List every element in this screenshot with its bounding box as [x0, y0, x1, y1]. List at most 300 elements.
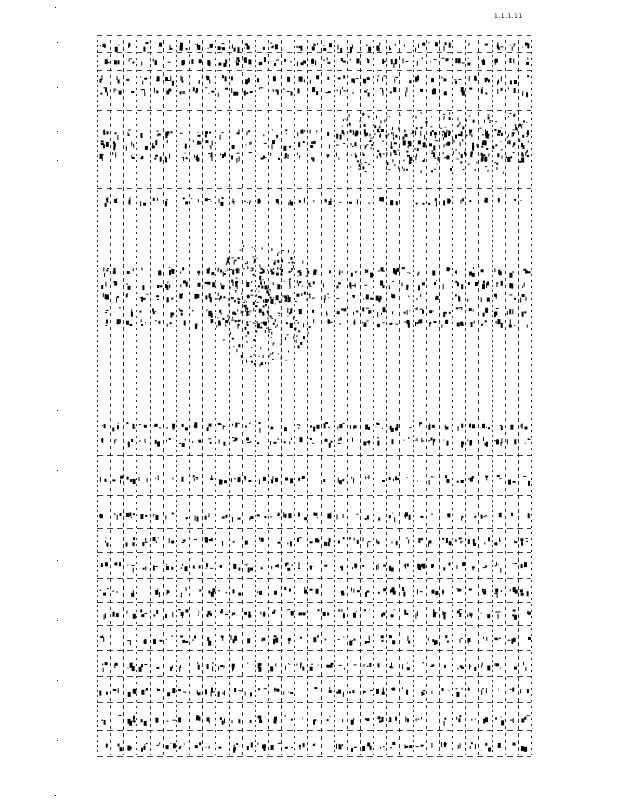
glyph-fragment [194, 294, 197, 299]
glyph-fragment [195, 516, 196, 521]
glyph-fragment [251, 290, 253, 292]
glyph-fragment [360, 120, 361, 122]
glyph-fragment [195, 477, 198, 478]
glyph-fragment [259, 278, 261, 280]
glyph-fragment [495, 589, 498, 593]
glyph-fragment [270, 153, 271, 156]
glyph-fragment [247, 202, 248, 203]
glyph-fragment [378, 716, 381, 719]
glyph-fragment [211, 538, 213, 541]
glyph-fragment [446, 479, 449, 483]
glyph-fragment [259, 537, 260, 540]
glyph-fragment [340, 437, 342, 440]
glyph-fragment [462, 87, 464, 88]
glyph-fragment [238, 47, 240, 52]
glyph-fragment [347, 154, 348, 156]
glyph-fragment [429, 423, 430, 426]
glyph-fragment [501, 46, 504, 47]
glyph-fragment [260, 297, 262, 299]
glyph-fragment [469, 76, 470, 81]
glyph-fragment [153, 566, 155, 571]
glyph-fragment [423, 203, 425, 205]
glyph-fragment [178, 717, 181, 722]
glyph-fragment [264, 688, 267, 689]
glyph-fragment [393, 137, 394, 140]
glyph-fragment [469, 441, 471, 446]
glyph-fragment [264, 57, 266, 62]
glyph-fragment [139, 424, 141, 425]
glyph-fragment [362, 113, 364, 116]
glyph-fragment [261, 538, 264, 542]
glyph-fragment [210, 442, 212, 444]
glyph-fragment [501, 323, 503, 328]
glyph-fragment [166, 745, 169, 749]
glyph-fragment [273, 639, 275, 644]
glyph-fragment [406, 285, 408, 290]
glyph-fragment [205, 134, 207, 137]
glyph-fragment [100, 45, 101, 46]
glyph-fragment [197, 517, 199, 522]
glyph-fragment [100, 514, 101, 518]
glyph-fragment [467, 638, 470, 642]
glyph-fragment [298, 283, 299, 286]
glyph-fragment [180, 76, 181, 81]
glyph-fragment [420, 294, 421, 297]
glyph-fragment [285, 478, 288, 481]
glyph-fragment [402, 587, 404, 591]
glyph-fragment [247, 663, 248, 664]
glyph-fragment [224, 665, 225, 668]
glyph-fragment [422, 43, 425, 46]
glyph-fragment [296, 664, 297, 666]
glyph-fragment [126, 543, 128, 547]
glyph-fragment [445, 127, 446, 128]
glyph-fragment [218, 298, 219, 299]
glyph-fragment [251, 361, 253, 363]
glyph-fragment [297, 280, 298, 283]
glyph-fragment [442, 590, 444, 593]
glyph-fragment [183, 157, 184, 161]
glyph-fragment [131, 593, 134, 597]
glyph-fragment [106, 325, 108, 326]
glyph-fragment [274, 610, 276, 612]
glyph-fragment [389, 116, 390, 117]
glyph-fragment [284, 587, 286, 590]
glyph-fragment [443, 440, 444, 441]
glyph-fragment [127, 293, 128, 297]
glyph-fragment [103, 44, 106, 46]
glyph-fragment [113, 145, 115, 150]
glyph-fragment [524, 717, 526, 720]
glyph-fragment [245, 43, 248, 45]
glyph-fragment [522, 312, 524, 317]
glyph-fragment [498, 638, 501, 639]
glyph-fragment [245, 310, 246, 312]
glyph-fragment [513, 481, 516, 483]
glyph-fragment [343, 423, 345, 424]
glyph-fragment [271, 269, 273, 272]
glyph-fragment [198, 611, 199, 612]
glyph-fragment [153, 198, 155, 201]
glyph-fragment [369, 140, 371, 142]
glyph-fragment [169, 284, 170, 288]
glyph-fragment [486, 148, 488, 150]
glyph-fragment [182, 640, 185, 643]
glyph-fragment [367, 743, 370, 747]
glyph-fragment [208, 438, 211, 439]
glyph-fragment [158, 537, 159, 538]
glyph-fragment [508, 480, 511, 485]
glyph-fragment [352, 146, 354, 147]
glyph-fragment [106, 199, 108, 200]
glyph-fragment [313, 427, 315, 432]
glyph-fragment [528, 637, 531, 640]
glyph-fragment [271, 337, 272, 338]
glyph-fragment [153, 515, 154, 517]
glyph-fragment [316, 589, 319, 594]
glyph-fragment [352, 438, 353, 442]
glyph-fragment [180, 272, 181, 274]
glyph-fragment [130, 479, 132, 482]
glyph-fragment [497, 167, 498, 170]
glyph-fragment [272, 140, 275, 144]
glyph-fragment [371, 144, 373, 146]
glyph-fragment [390, 200, 393, 205]
glyph-fragment [456, 307, 458, 309]
glyph-fragment [268, 288, 269, 289]
glyph-fragment [456, 717, 457, 720]
glyph-fragment [459, 715, 461, 717]
glyph-fragment [366, 144, 368, 145]
glyph-fragment [510, 80, 512, 84]
glyph-fragment [183, 198, 185, 200]
glyph-fragment [246, 92, 248, 94]
glyph-fragment [364, 91, 367, 93]
glyph-fragment [392, 513, 393, 514]
glyph-fragment [216, 299, 218, 300]
glyph-fragment [270, 291, 271, 292]
glyph-fragment [526, 541, 528, 542]
glyph-fragment [275, 689, 277, 691]
glyph-fragment [304, 590, 307, 594]
glyph-fragment [159, 43, 162, 47]
glyph-fragment [211, 152, 213, 157]
glyph-fragment [247, 261, 248, 264]
glyph-fragment [166, 721, 168, 722]
glyph-fragment [391, 428, 394, 432]
glyph-fragment [207, 427, 209, 431]
glyph-fragment [284, 300, 286, 301]
glyph-fragment [171, 541, 174, 544]
glyph-fragment [211, 592, 214, 597]
glyph-fragment [231, 76, 233, 80]
glyph-fragment [306, 268, 307, 269]
glyph-fragment [259, 356, 260, 357]
glyph-fragment [447, 142, 450, 146]
glyph-fragment [304, 79, 305, 82]
glyph-fragment [461, 480, 463, 483]
glyph-fragment [383, 322, 385, 323]
glyph-fragment [470, 131, 471, 134]
glyph-fragment [276, 273, 279, 276]
glyph-fragment [100, 154, 101, 155]
glyph-fragment [444, 312, 447, 314]
glyph-fragment [232, 45, 233, 49]
glyph-fragment [276, 295, 279, 300]
glyph-fragment [208, 48, 209, 49]
glyph-fragment [350, 130, 352, 133]
glyph-fragment [381, 129, 384, 132]
glyph-fragment [327, 513, 330, 518]
glyph-fragment [436, 202, 437, 207]
glyph-fragment [447, 641, 449, 643]
glyph-fragment [416, 746, 419, 747]
glyph-fragment [461, 424, 463, 428]
glyph-fragment [377, 324, 380, 325]
glyph-fragment [167, 590, 168, 595]
glyph-fragment [370, 273, 373, 278]
glyph-fragment [430, 126, 432, 127]
glyph-fragment [521, 593, 524, 596]
glyph-fragment [515, 590, 518, 594]
glyph-fragment [218, 269, 219, 272]
glyph-fragment [522, 47, 523, 48]
glyph-fragment [205, 516, 207, 520]
glyph-fragment [217, 317, 218, 318]
glyph-fragment [118, 423, 119, 424]
glyph-fragment [131, 517, 132, 518]
glyph-fragment [253, 339, 255, 341]
glyph-fragment [245, 305, 247, 308]
glyph-fragment [363, 442, 366, 446]
glyph-fragment [241, 355, 243, 358]
glyph-fragment [377, 150, 379, 152]
glyph-fragment [507, 141, 508, 144]
glyph-fragment [462, 126, 464, 129]
glyph-fragment [297, 538, 299, 542]
glyph-fragment [297, 424, 300, 425]
glyph-fragment [520, 125, 522, 126]
glyph-fragment [455, 58, 457, 63]
glyph-fragment [231, 298, 234, 299]
glyph-fragment [447, 441, 449, 446]
glyph-fragment [153, 615, 155, 617]
glyph-fragment [140, 77, 141, 78]
glyph-fragment [527, 57, 528, 59]
glyph-fragment [250, 692, 252, 696]
glyph-fragment [391, 142, 392, 147]
glyph-fragment [131, 439, 133, 442]
glyph-fragment [210, 145, 211, 149]
glyph-fragment [376, 296, 379, 301]
glyph-fragment [253, 268, 254, 271]
glyph-fragment [390, 91, 392, 93]
glyph-fragment [155, 320, 157, 321]
glyph-fragment [424, 136, 425, 139]
glyph-fragment [107, 131, 109, 134]
glyph-fragment [354, 564, 357, 568]
glyph-fragment [274, 721, 277, 724]
glyph-fragment [377, 423, 380, 425]
glyph-fragment [155, 311, 156, 312]
glyph-fragment [310, 130, 311, 134]
glyph-fragment [142, 81, 143, 85]
glyph-fragment [405, 746, 408, 748]
glyph-fragment [519, 161, 521, 163]
glyph-fragment [259, 309, 262, 313]
glyph-fragment [166, 564, 167, 565]
glyph-fragment [259, 87, 260, 89]
glyph-fragment [495, 663, 496, 666]
glyph-fragment [259, 200, 261, 203]
glyph-fragment [514, 541, 517, 543]
glyph-fragment [173, 743, 176, 748]
glyph-fragment [185, 153, 186, 154]
glyph-fragment [359, 168, 360, 170]
glyph-fragment [273, 719, 275, 720]
glyph-fragment [485, 717, 488, 722]
glyph-fragment [408, 141, 410, 144]
glyph-fragment [271, 427, 273, 429]
glyph-fragment [238, 344, 240, 347]
glyph-fragment [299, 155, 300, 158]
glyph-fragment [415, 322, 416, 326]
glyph-fragment [520, 689, 521, 693]
glyph-fragment [443, 200, 445, 205]
glyph-fragment [209, 93, 210, 94]
glyph-fragment [157, 299, 159, 300]
glyph-fragment [341, 308, 343, 310]
glyph-fragment [349, 282, 351, 287]
glyph-fragment [224, 480, 227, 483]
glyph-fragment [342, 744, 343, 746]
glyph-fragment [99, 590, 101, 591]
glyph-fragment [474, 76, 476, 81]
glyph-fragment [220, 283, 221, 285]
glyph-fragment [367, 666, 369, 667]
glyph-fragment [528, 514, 530, 515]
glyph-fragment [182, 77, 183, 81]
glyph-fragment [395, 44, 396, 46]
glyph-fragment [105, 562, 108, 566]
glyph-fragment [485, 308, 488, 313]
glyph-fragment [483, 637, 484, 639]
glyph-fragment [441, 742, 442, 746]
glyph-fragment [396, 478, 399, 480]
glyph-fragment [128, 286, 131, 290]
glyph-fragment [291, 268, 293, 270]
glyph-fragment [249, 517, 250, 520]
glyph-fragment [275, 663, 276, 666]
glyph-fragment [329, 270, 331, 273]
glyph-fragment [420, 89, 423, 92]
glyph-fragment [461, 200, 462, 204]
glyph-fragment [329, 538, 331, 542]
glyph-fragment [324, 639, 325, 640]
glyph-fragment [268, 294, 270, 296]
glyph-fragment [374, 125, 376, 128]
glyph-fragment [354, 747, 357, 748]
glyph-fragment [115, 690, 116, 691]
glyph-fragment [269, 329, 271, 330]
glyph-fragment [245, 564, 246, 565]
glyph-fragment [277, 439, 279, 440]
glyph-fragment [112, 591, 114, 592]
glyph-fragment [291, 257, 293, 260]
glyph-fragment [317, 609, 319, 611]
glyph-fragment [157, 285, 158, 287]
glyph-fragment [327, 156, 328, 158]
glyph-fragment [310, 589, 313, 591]
glyph-fragment [310, 541, 313, 543]
glyph-fragment [194, 539, 197, 540]
glyph-fragment [199, 742, 201, 745]
glyph-fragment [283, 295, 284, 297]
glyph-fragment [461, 518, 462, 521]
glyph-fragment [402, 687, 403, 689]
glyph-fragment [409, 295, 410, 297]
glyph-fragment [337, 286, 339, 289]
glyph-fragment [272, 144, 273, 149]
glyph-fragment [128, 134, 130, 136]
glyph-fragment [210, 568, 213, 569]
glyph-fragment [145, 538, 146, 542]
glyph-fragment [280, 344, 281, 345]
glyph-fragment [417, 77, 419, 80]
glyph-fragment [225, 324, 226, 326]
glyph-fragment [170, 667, 172, 671]
glyph-fragment [488, 134, 489, 137]
glyph-fragment [404, 440, 405, 441]
glyph-fragment [472, 424, 475, 428]
glyph-fragment [194, 155, 195, 158]
glyph-fragment [303, 612, 306, 615]
glyph-fragment [528, 141, 529, 143]
glyph-fragment [417, 148, 419, 151]
glyph-fragment [370, 690, 373, 691]
glyph-fragment [235, 292, 236, 293]
glyph-fragment [424, 159, 425, 162]
glyph-fragment [195, 423, 197, 428]
glyph-fragment [199, 59, 202, 63]
glyph-fragment [239, 690, 242, 691]
glyph-fragment [231, 478, 232, 482]
glyph-fragment [228, 303, 229, 306]
glyph-fragment [185, 609, 188, 612]
glyph-fragment [103, 668, 104, 672]
glyph-fragment [219, 439, 220, 443]
glyph-fragment [277, 91, 279, 95]
glyph-fragment [366, 591, 369, 593]
glyph-fragment [141, 690, 144, 695]
glyph-fragment [207, 269, 210, 274]
glyph-fragment [180, 284, 181, 287]
glyph-fragment [145, 146, 148, 150]
glyph-fragment [113, 612, 115, 617]
glyph-fragment [317, 517, 318, 518]
glyph-fragment [482, 87, 483, 88]
glyph-fragment [231, 320, 234, 321]
glyph-fragment [387, 116, 388, 117]
glyph-fragment [449, 563, 451, 566]
glyph-fragment [432, 590, 435, 594]
glyph-fragment [402, 283, 403, 287]
glyph-fragment [129, 59, 130, 62]
glyph-fragment [477, 145, 478, 148]
glyph-fragment [233, 589, 235, 593]
glyph-fragment [393, 63, 394, 68]
glyph-fragment [520, 298, 521, 303]
